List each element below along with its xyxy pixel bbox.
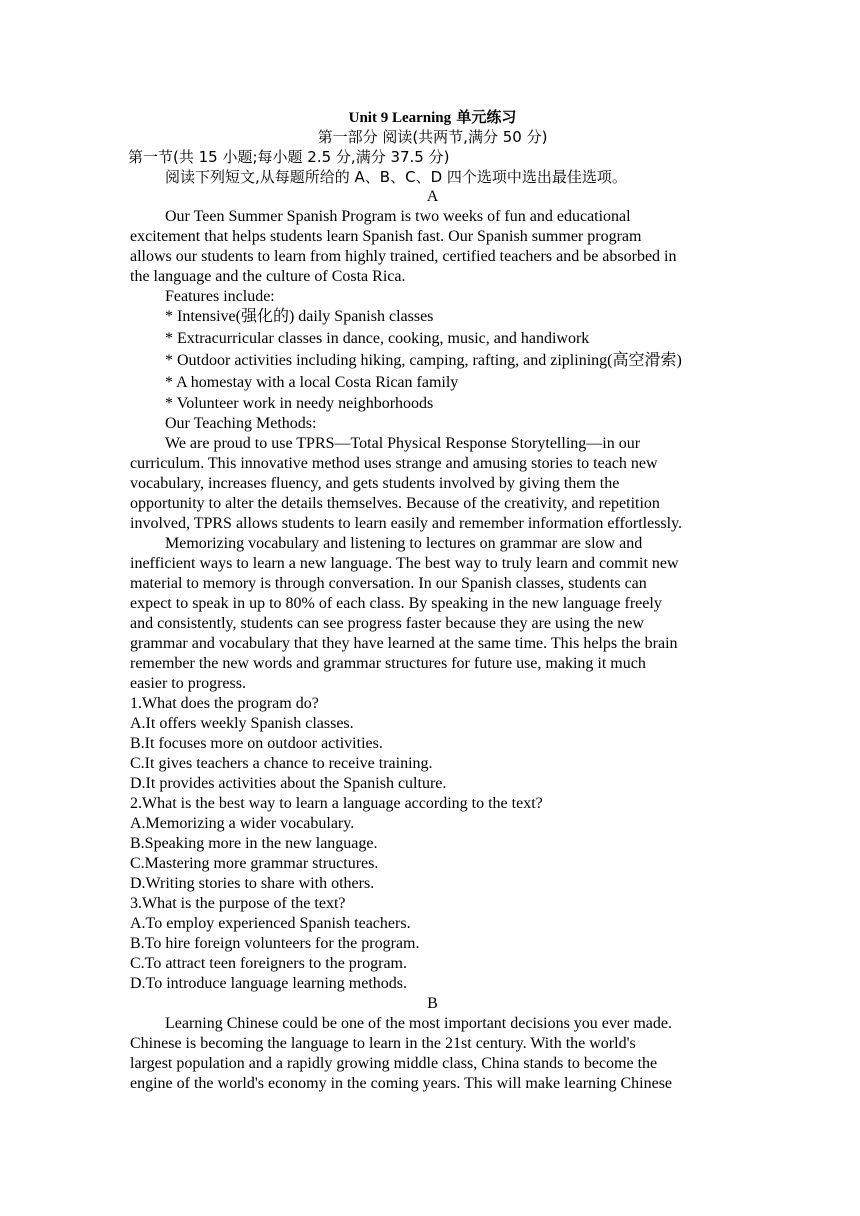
option-c: C.Mastering more grammar structures.	[130, 855, 379, 872]
feature-item: * Intensive(强化的) daily Spanish classes	[165, 308, 434, 325]
option-d: D.To introduce language learning methods.	[130, 975, 408, 992]
unit-title	[130, 107, 735, 127]
passage-b-paragraph	[130, 1014, 735, 1094]
feature-item: * Volunteer work in needy neighborhoods	[165, 395, 434, 412]
option-b: B.To hire foreign volunteers for the program.	[130, 935, 420, 952]
option-d: D.It provides activities about the Spanish culture.	[130, 775, 447, 792]
paragraph-line: excitement that helps students learn Spanish fast. Our Spanish summer program	[130, 228, 642, 245]
part-heading: 第一部分 阅读(共两节,满分 50 分)	[317, 128, 548, 146]
section-heading: 第一节(共 15 小题;每小题 2.5 分,满分 37.5 分)	[128, 148, 450, 166]
paragraph-line: We are proud to use TPRS—Total Physical Response Storytelling—in our	[165, 435, 641, 452]
paragraph-line: grammar and vocabulary that they have learned at the same time. This helps the brain	[130, 635, 678, 652]
paragraph-line: vocabulary, increases fluency, and gets students involved by giving them the	[130, 475, 620, 492]
feature-item: * A homestay with a local Costa Rican family	[165, 374, 459, 391]
paragraph-line: easier to progress.	[130, 675, 246, 692]
question-2	[130, 794, 735, 894]
option-c: C.To attract teen foreigners to the program.	[130, 955, 407, 972]
paragraph-line: opportunity to alter the details themselves. Because of the creativity, and repetition	[130, 495, 660, 512]
feature-item: * Extracurricular classes in dance, cooking, music, and handiwork	[165, 330, 590, 347]
paragraph-line: engine of the world's economy in the coming years. This will make learning Chinese	[130, 1075, 673, 1092]
question-stem: 3.What is the purpose of the text?	[130, 895, 346, 912]
paragraph-line: curriculum. This innovative method uses strange and amusing stories to teach new	[130, 455, 658, 472]
unit-title-cn: 单元练习	[451, 108, 517, 126]
features-list	[130, 307, 735, 414]
question-stem: 1.What does the program do?	[130, 695, 319, 712]
paragraph-line: remember the new words and grammar structures for future use, making it much	[130, 655, 646, 672]
option-a: A.It offers weekly Spanish classes.	[130, 715, 354, 732]
paragraph-line: involved, TPRS allows students to learn easily and remember information effortlessly.	[130, 515, 683, 532]
paragraph-line: Our Teen Summer Spanish Program is two weeks of fun and educational	[165, 208, 631, 225]
paragraph-line: material to memory is through conversation. In our Spanish classes, students can	[130, 575, 647, 592]
memory-paragraph	[130, 534, 735, 694]
paragraph-line: Chinese is becoming the language to learn in the 21st century. With the world's	[130, 1035, 636, 1052]
methods-heading: Our Teaching Methods:	[165, 415, 317, 432]
question-3	[130, 894, 735, 994]
passage-a-intro	[130, 207, 735, 287]
paragraph-line: Learning Chinese could be one of the most important decisions you ever made.	[165, 1015, 672, 1032]
option-d: D.Writing stories to share with others.	[130, 875, 375, 892]
features-heading: Features include:	[165, 288, 275, 305]
option-b: B.It focuses more on outdoor activities.	[130, 735, 383, 752]
paragraph-line: inefficient ways to learn a new language. The best way to truly learn and commit new	[130, 555, 679, 572]
feature-item: * Outdoor activities including hiking, camping, rafting, and ziplining(高空滑索)	[165, 352, 682, 369]
paragraph-line: allows our students to learn from highly trained, certified teachers and be absorbed in	[130, 248, 677, 265]
instruction: 阅读下列短文,从每题所给的 A、B、C、D 四个选项中选出最佳选项。	[165, 168, 627, 186]
option-a: A.To employ experienced Spanish teachers.	[130, 915, 411, 932]
passage-a-label: A	[426, 188, 439, 205]
question-stem: 2.What is the best way to learn a language according to the text?	[130, 795, 543, 812]
document-body	[130, 107, 735, 1094]
paragraph-line: expect to speak in up to 80% of each class. By speaking in the new language freely	[130, 595, 662, 612]
paragraph-line: and consistently, students can see progress faster because they are using the new	[130, 615, 644, 632]
question-1	[130, 694, 735, 794]
option-c: C.It gives teachers a chance to receive training.	[130, 755, 433, 772]
unit-title-en: Unit 9 Learning	[348, 110, 452, 126]
paragraph-line: Memorizing vocabulary and listening to lectures on grammar are slow and	[165, 535, 643, 552]
paragraph-line: the language and the culture of Costa Rica.	[130, 268, 406, 285]
option-b: B.Speaking more in the new language.	[130, 835, 378, 852]
option-a: A.Memorizing a wider vocabulary.	[130, 815, 355, 832]
paragraph-line: largest population and a rapidly growing middle class, China stands to become the	[130, 1055, 658, 1072]
passage-b-label: B	[427, 995, 438, 1012]
methods-paragraph	[130, 434, 735, 534]
